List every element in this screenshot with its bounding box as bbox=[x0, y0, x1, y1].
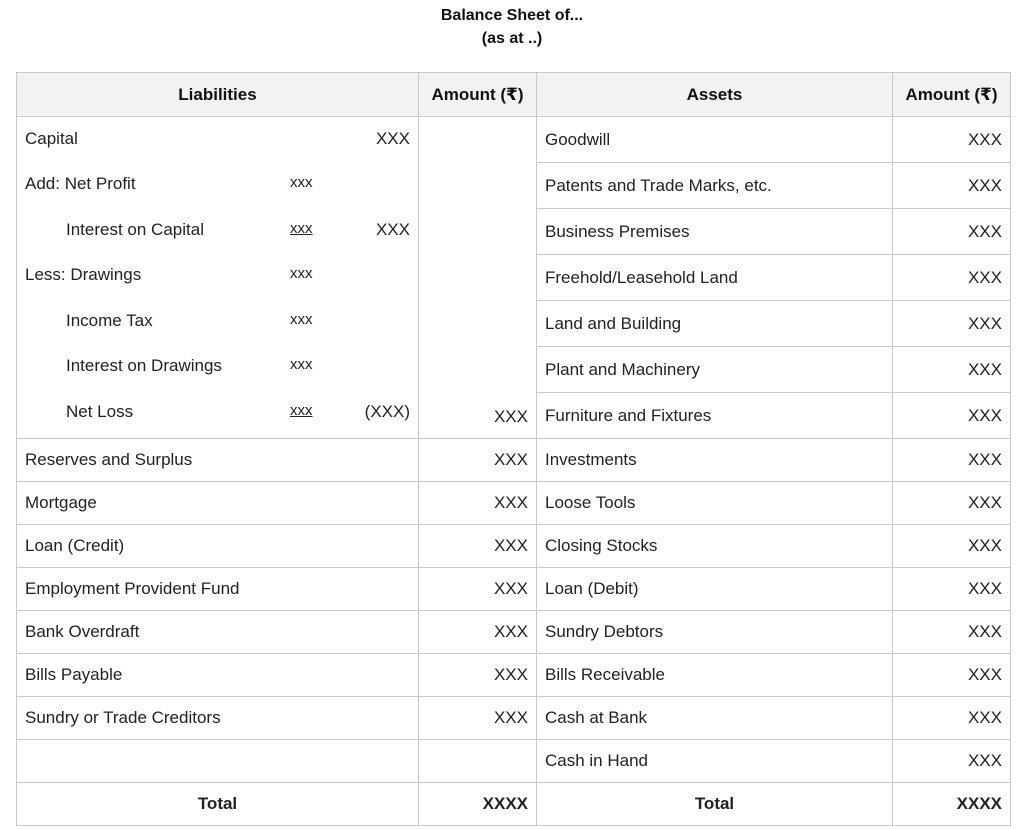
asset-label: Bills Receivable bbox=[537, 654, 893, 697]
interest-on-drawings-row bbox=[17, 344, 418, 389]
interest-on-drawings-label: Interest on Drawings bbox=[66, 356, 222, 375]
liability-label: Loan (Credit) bbox=[17, 525, 419, 568]
asset-amount: XXX bbox=[893, 301, 1011, 347]
liability-amount: XXX bbox=[419, 525, 537, 568]
asset-label: Land and Building bbox=[537, 301, 893, 347]
table-row bbox=[17, 439, 1011, 482]
capital-block-total: XXX bbox=[419, 117, 537, 439]
asset-amount: XXX bbox=[893, 482, 1011, 525]
asset-amount: XXX bbox=[893, 525, 1011, 568]
asset-label: Furniture and Fixtures bbox=[537, 393, 893, 439]
asset-amount: XXX bbox=[893, 611, 1011, 654]
interest-on-capital-amount: xxx bbox=[290, 220, 313, 237]
asset-amount: XXX bbox=[893, 255, 1011, 301]
asset-label: Patents and Trade Marks, etc. bbox=[537, 163, 893, 209]
liability-label: Employment Provident Fund bbox=[17, 568, 419, 611]
table-row bbox=[17, 117, 1011, 163]
header-amount-right: Amount (₹) bbox=[893, 73, 1011, 117]
total-row bbox=[17, 783, 1011, 826]
net-loss-label: Net Loss bbox=[66, 402, 134, 421]
income-tax-label: Income Tax bbox=[66, 311, 153, 330]
total-label-left: Total bbox=[17, 783, 419, 826]
asset-label: Loan (Debit) bbox=[537, 568, 893, 611]
asset-label: Goodwill bbox=[537, 117, 893, 163]
income-tax-amount: xxx bbox=[290, 311, 313, 328]
table-row bbox=[17, 611, 1011, 654]
liability-label: Reserves and Surplus bbox=[17, 439, 419, 482]
header-row bbox=[17, 73, 1011, 117]
asset-label: Cash at Bank bbox=[537, 697, 893, 740]
asset-label: Closing Stocks bbox=[537, 525, 893, 568]
interest-on-capital-total: XXX bbox=[375, 220, 410, 239]
asset-label: Cash in Hand bbox=[537, 740, 893, 783]
title-block bbox=[0, 4, 1024, 50]
interest-on-capital-row bbox=[17, 208, 418, 253]
header-liabilities: Liabilities bbox=[17, 73, 419, 117]
table-row bbox=[17, 654, 1011, 697]
drawings-row bbox=[17, 253, 418, 298]
asset-label: Loose Tools bbox=[537, 482, 893, 525]
title-main: Balance Sheet of... bbox=[440, 7, 584, 24]
net-loss-row bbox=[17, 390, 418, 435]
liability-label: Bills Payable bbox=[17, 654, 419, 697]
asset-amount: XXX bbox=[893, 163, 1011, 209]
liability-amount: XXX bbox=[419, 439, 537, 482]
asset-amount: XXX bbox=[893, 393, 1011, 439]
asset-amount: XXX bbox=[893, 439, 1011, 482]
asset-label: Investments bbox=[537, 439, 893, 482]
liability-amount bbox=[419, 740, 537, 783]
table-row bbox=[17, 740, 1011, 783]
asset-amount: XXX bbox=[893, 209, 1011, 255]
total-amount-left: XXXX bbox=[419, 783, 537, 826]
capital-block bbox=[17, 117, 419, 439]
asset-amount: XXX bbox=[893, 697, 1011, 740]
net-profit-amount: xxx bbox=[290, 174, 313, 191]
liability-label bbox=[17, 740, 419, 783]
net-profit-label: Add: Net Profit bbox=[25, 174, 136, 193]
table-row bbox=[17, 697, 1011, 740]
liability-amount: XXX bbox=[419, 568, 537, 611]
income-tax-row bbox=[17, 299, 418, 344]
liability-label: Mortgage bbox=[17, 482, 419, 525]
table-row bbox=[17, 482, 1011, 525]
table-row bbox=[17, 525, 1011, 568]
header-amount-left: Amount (₹) bbox=[419, 73, 537, 117]
asset-amount: XXX bbox=[893, 654, 1011, 697]
drawings-amount: xxx bbox=[290, 265, 313, 282]
total-label-right: Total bbox=[537, 783, 893, 826]
net-loss-total: (XXX) bbox=[364, 402, 410, 421]
asset-amount: XXX bbox=[893, 740, 1011, 783]
title-date: (as at ..) bbox=[481, 30, 543, 47]
capital-label: Capital bbox=[25, 129, 78, 148]
asset-amount: XXX bbox=[893, 568, 1011, 611]
header-assets: Assets bbox=[537, 73, 893, 117]
interest-on-capital-label: Interest on Capital bbox=[66, 220, 204, 239]
asset-label: Business Premises bbox=[537, 209, 893, 255]
liability-amount: XXX bbox=[419, 611, 537, 654]
capital-amount: XXX bbox=[375, 129, 410, 148]
net-loss-amount: xxx bbox=[290, 402, 313, 419]
balance-sheet-table bbox=[16, 72, 1011, 826]
asset-label: Sundry Debtors bbox=[537, 611, 893, 654]
liability-amount: XXX bbox=[419, 697, 537, 740]
asset-label: Plant and Machinery bbox=[537, 347, 893, 393]
liability-amount: XXX bbox=[419, 654, 537, 697]
asset-amount: XXX bbox=[893, 347, 1011, 393]
interest-on-drawings-amount: xxx bbox=[290, 356, 313, 373]
asset-amount: XXX bbox=[893, 117, 1011, 163]
net-profit-row bbox=[17, 162, 418, 207]
drawings-label: Less: Drawings bbox=[25, 265, 142, 284]
liability-amount: XXX bbox=[419, 482, 537, 525]
total-amount-right: XXXX bbox=[893, 783, 1011, 826]
capital-row bbox=[17, 117, 418, 162]
asset-label: Freehold/Leasehold Land bbox=[537, 255, 893, 301]
liability-label: Bank Overdraft bbox=[17, 611, 419, 654]
liability-label: Sundry or Trade Creditors bbox=[17, 697, 419, 740]
table-row bbox=[17, 568, 1011, 611]
